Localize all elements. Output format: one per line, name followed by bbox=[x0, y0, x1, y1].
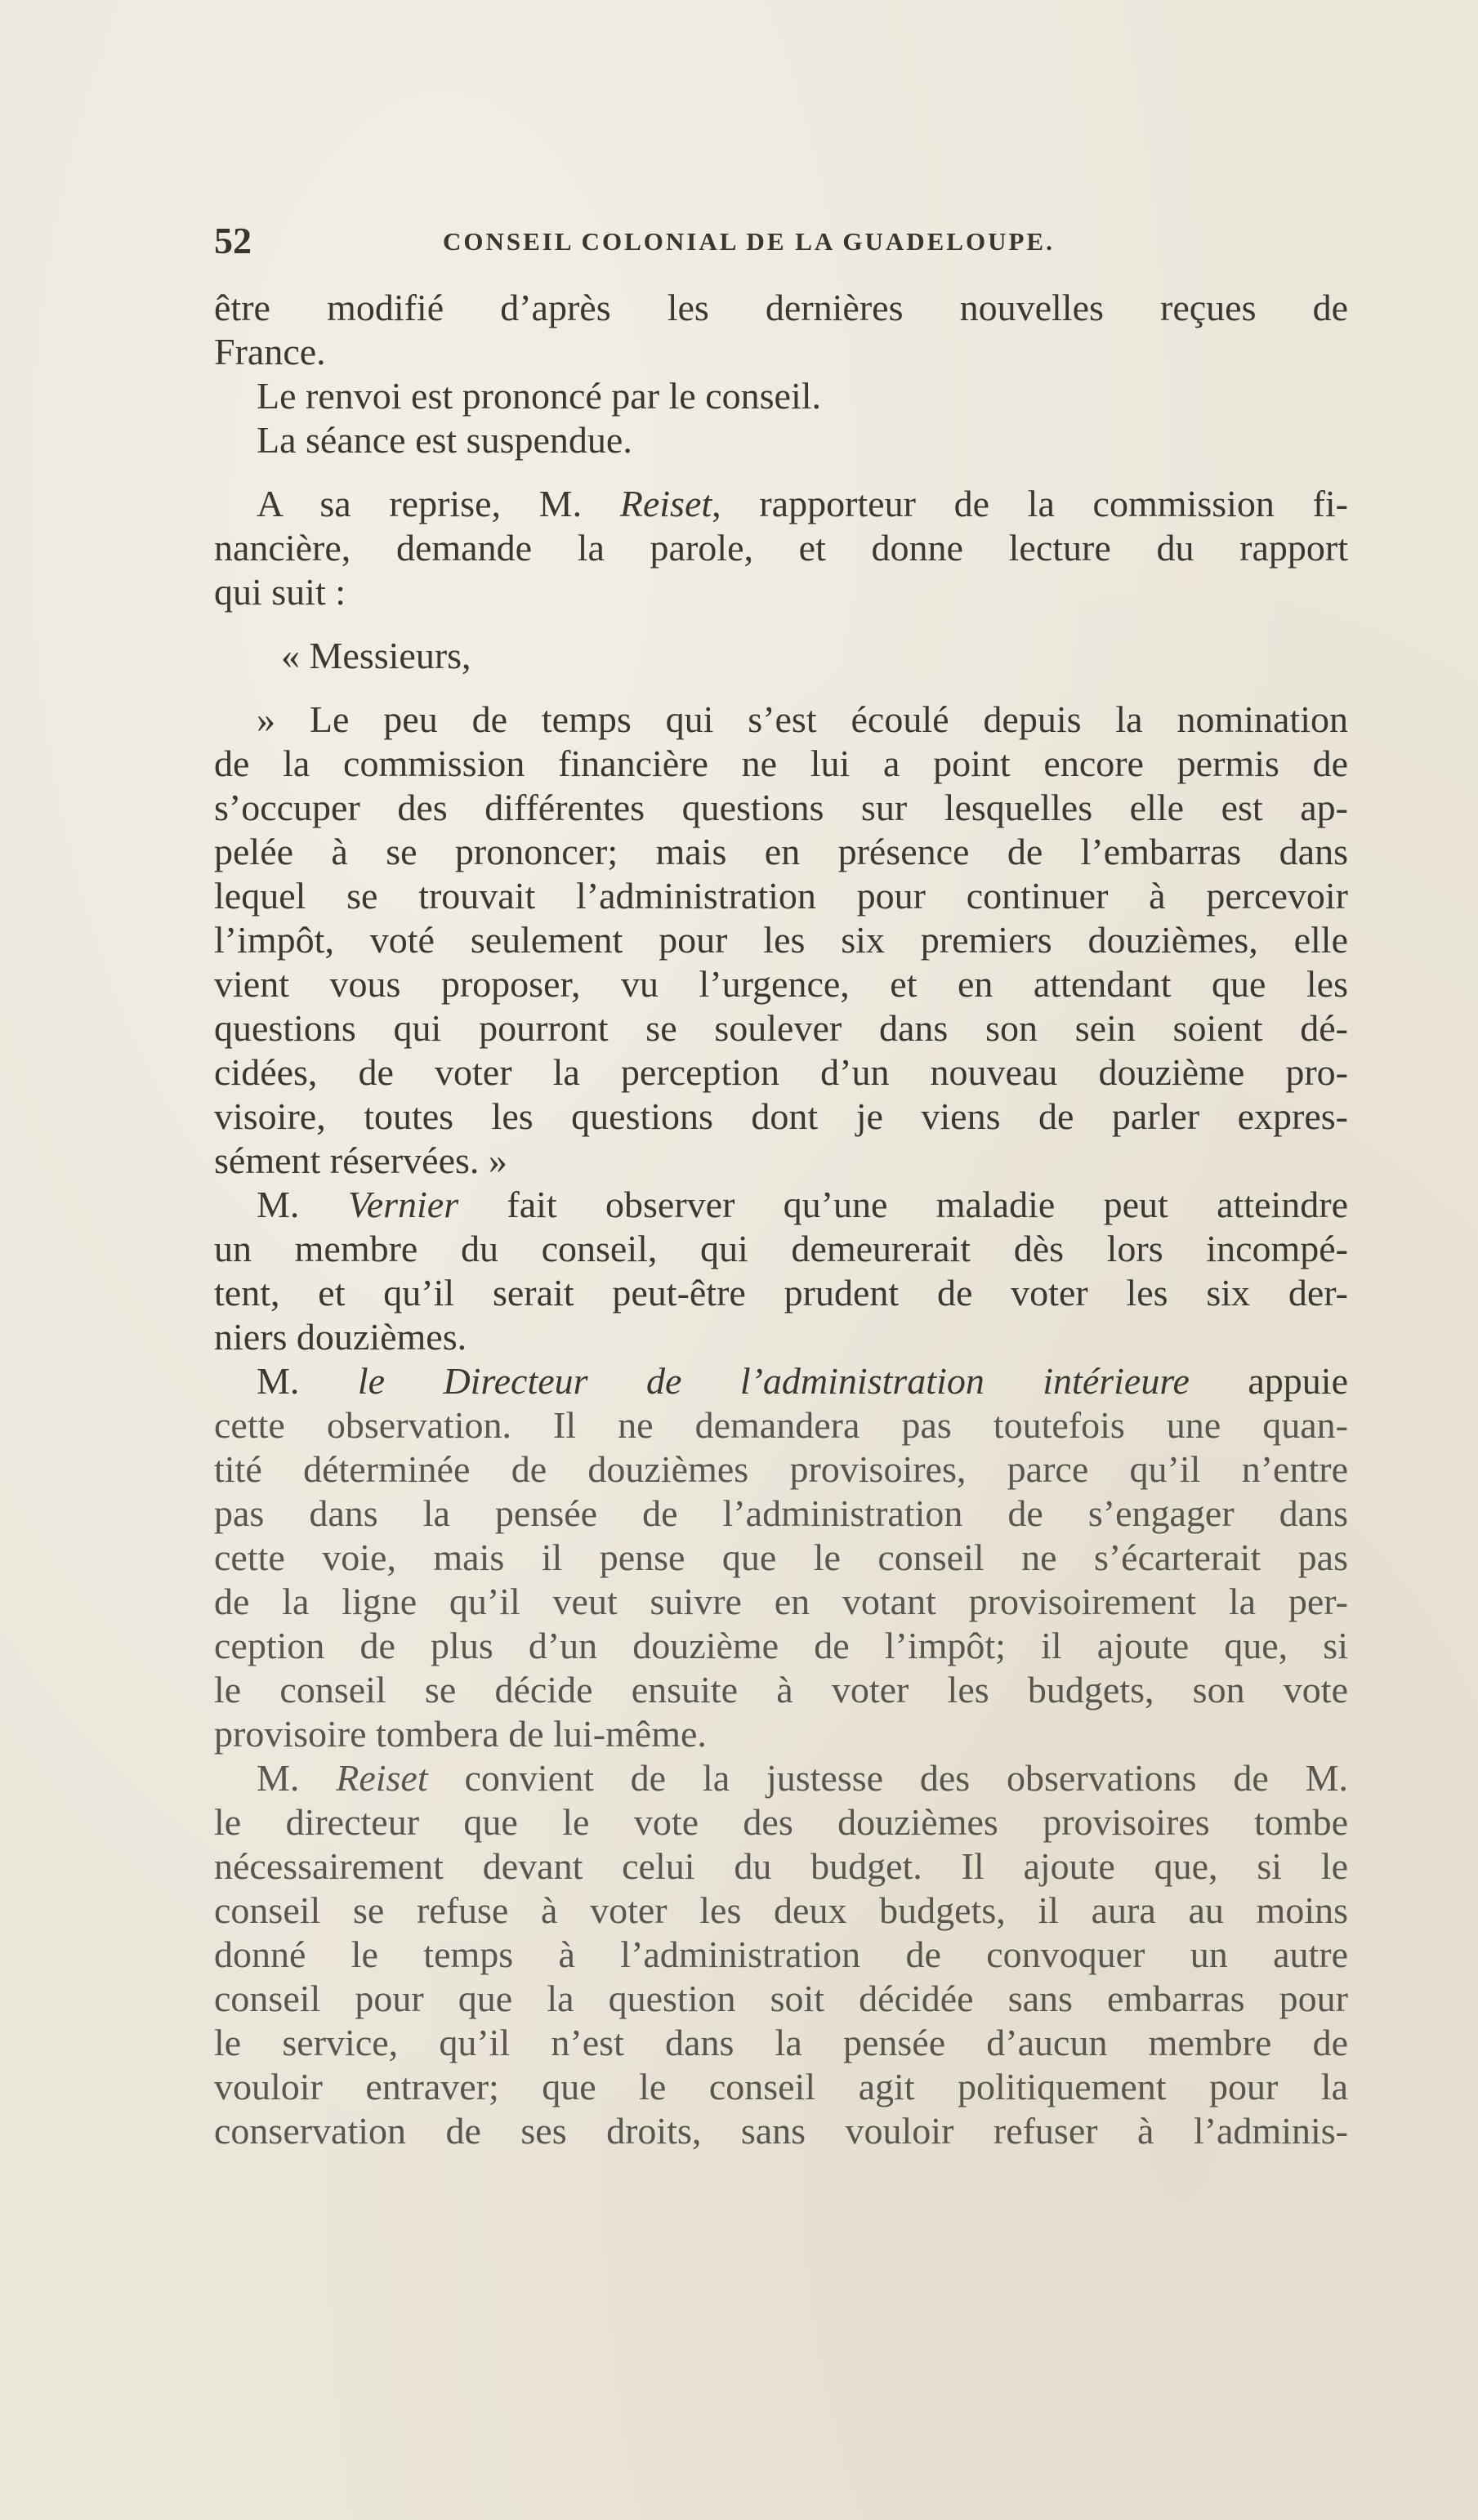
text-line: cette voie, mais il pense que le conseil ne s’écarterait pas bbox=[214, 1537, 1348, 1578]
running-title: CONSEIL COLONIAL DE LA GUADELOUPE. bbox=[443, 227, 1055, 256]
text-line: France. bbox=[214, 331, 326, 372]
text-line: conseil se refuse à voter les deux budgets, il aura au moins bbox=[214, 1889, 1348, 1931]
text-line: tité déterminée de douzièmes provisoires, parce qu’il n’entre bbox=[214, 1448, 1348, 1490]
text-line: Le renvoi est prononcé par le conseil. bbox=[257, 375, 822, 417]
text-span: , rapporteur de la commission fi- bbox=[712, 483, 1348, 524]
text-line: » Le peu de temps qui s’est écoulé depuis la nomination bbox=[257, 698, 1348, 740]
text-line: un membre du conseil, qui demeurerait dès lors incompé- bbox=[214, 1228, 1348, 1269]
text-line bbox=[214, 1183, 1348, 1227]
text-line: le conseil se décide ensuite à voter les budgets, son vote bbox=[214, 1669, 1348, 1710]
text-line bbox=[214, 482, 1348, 526]
text-line: sément réservées. » bbox=[214, 1140, 507, 1181]
text-line: conservation de ses droits, sans vouloir refuser à l’adminis- bbox=[214, 2110, 1348, 2152]
text-line: vient vous proposer, vu l’urgence, et en attendant que les bbox=[214, 963, 1348, 1005]
text-line: vouloir entraver; que le conseil agit politiquement pour la bbox=[214, 2066, 1348, 2107]
text-line bbox=[214, 1756, 1348, 1800]
body-text bbox=[214, 286, 1348, 2153]
page-header bbox=[214, 219, 1358, 268]
paragraph-gap bbox=[214, 462, 1348, 482]
text-line: le service, qu’il n’est dans la pensée d’aucun membre de bbox=[214, 2022, 1348, 2063]
text-line: cette observation. Il ne demandera pas toutefois une quan- bbox=[214, 1404, 1348, 1446]
text-line: tent, et qu’il serait peut-être prudent de voter les six der- bbox=[214, 1272, 1348, 1314]
text-line: de la ligne qu’il veut suivre en votant provisoirement la per- bbox=[214, 1581, 1348, 1622]
paragraph-gap bbox=[214, 614, 1348, 634]
text-line: niers douzièmes. bbox=[214, 1316, 467, 1358]
text-span: convient de la justesse des observations de M. bbox=[427, 1757, 1348, 1799]
text-span: appuie bbox=[1189, 1360, 1349, 1402]
text-span: M. bbox=[257, 1360, 358, 1402]
text-line bbox=[214, 1359, 1348, 1403]
text-line: questions qui pourront se soulever dans son sein soient dé- bbox=[214, 1007, 1348, 1049]
speaker-name: Reiset bbox=[619, 483, 712, 524]
text-span: fait observer qu’une maladie peut atteindre bbox=[458, 1184, 1348, 1225]
text-span: A sa reprise, M. bbox=[257, 483, 620, 524]
text-line: visoire, toutes les questions dont je viens de parler expres- bbox=[214, 1095, 1348, 1137]
paragraph-gap bbox=[214, 678, 1348, 698]
text-line: ception de plus d’un douzième de l’impôt; il ajoute que, si bbox=[214, 1625, 1348, 1666]
text-line: conseil pour que la question soit décidée sans embarras pour bbox=[214, 1978, 1348, 2019]
text-line: pas dans la pensée de l’administration de s’engager dans bbox=[214, 1492, 1348, 1534]
text-line: qui suit : bbox=[214, 571, 346, 613]
text-span: M. bbox=[257, 1757, 337, 1799]
text-line: être modifié d’après les dernières nouvelles reçues de bbox=[214, 287, 1348, 328]
text-line: La séance est suspendue. bbox=[257, 419, 632, 461]
text-line: de la commission financière ne lui a point encore permis de bbox=[214, 743, 1348, 784]
text-line: s’occuper des différentes questions sur lesquelles elle est ap- bbox=[214, 787, 1348, 828]
text-line: donné le temps à l’administration de convoquer un autre bbox=[214, 1933, 1348, 1975]
text-line: « Messieurs, bbox=[281, 635, 471, 676]
speaker-name: Reiset bbox=[336, 1757, 428, 1799]
text-line: cidées, de voter la perception d’un nouveau douzième pro- bbox=[214, 1051, 1348, 1093]
text-line: provisoire tombera de lui-même. bbox=[214, 1713, 707, 1755]
speaker-title: le Directeur de l’administration intérieure bbox=[357, 1360, 1190, 1402]
page-number: 52 bbox=[214, 220, 252, 261]
text-line: l’impôt, voté seulement pour les six premiers douzièmes, elle bbox=[214, 919, 1348, 961]
text-line: nécessairement devant celui du budget. Il ajoute que, si le bbox=[214, 1845, 1348, 1887]
speaker-name: Vernier bbox=[347, 1184, 459, 1225]
text-line: pelée à se prononcer; mais en présence de l’embarras dans bbox=[214, 831, 1348, 872]
text-line: nancière, demande la parole, et donne lecture du rapport bbox=[214, 527, 1348, 569]
text-line: lequel se trouvait l’administration pour continuer à percevoir bbox=[214, 875, 1348, 917]
text-span: M. bbox=[257, 1184, 348, 1225]
text-line: le directeur que le vote des douzièmes provisoires tombe bbox=[214, 1801, 1348, 1843]
